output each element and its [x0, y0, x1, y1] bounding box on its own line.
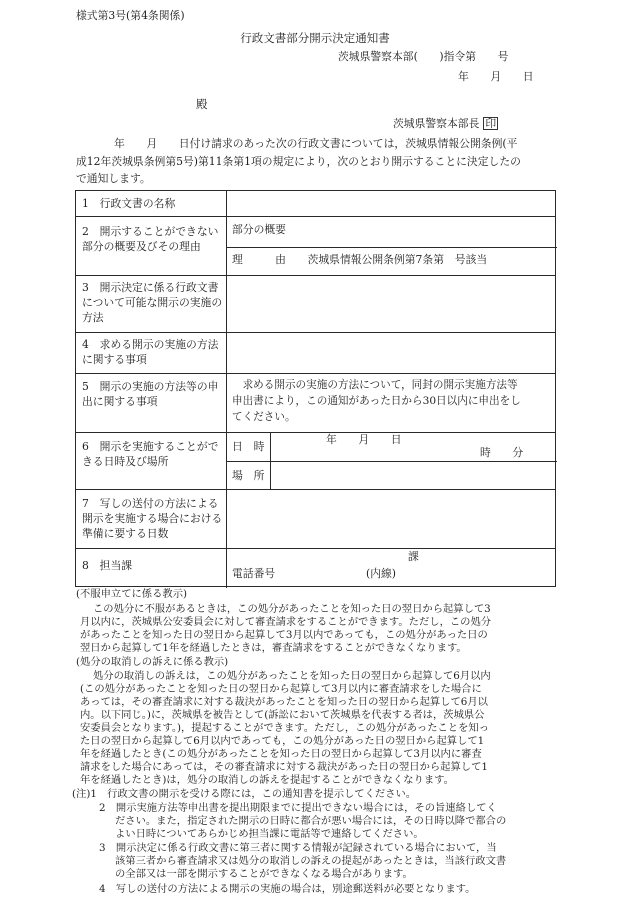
row1-label: 1 行政文書の名称 [82, 197, 176, 210]
row-line [76, 332, 555, 333]
objection-line-2: 月以内に，茨城県公安委員会に対して審査請求をすることができます。ただし，この処分 [80, 616, 492, 628]
row6-datetime-label: 日 時 [232, 440, 265, 453]
row3-label: 3 開示決定に係る行政文書について可能な開示の実施の方法 [82, 281, 223, 324]
objection-line-3: があったことを知った日の翌日から起算して3月以内であっても，この処分があった日の [80, 629, 488, 641]
row5-text-line-1: 求める開示の実施の方法について，同封の開示実施方法等 [232, 379, 518, 391]
objection-title: (不服申立てに係る教示) [76, 588, 188, 600]
row6-date-value: 年 月 日 [326, 433, 402, 446]
row6-place-label: 場 所 [232, 469, 265, 482]
row8-label: 8 担当課 [82, 559, 133, 572]
row5-text-line-2: 申出書により，この通知があった日から30日以内に申出をし [232, 395, 521, 407]
lawsuit-line-1: 処分の取消しの訴えは，この処分があったことを知った日の翌日から起算して6月以内 [93, 670, 491, 682]
row5-label: 5 開示の実施の方法等の申出に関する事項 [82, 380, 219, 408]
remark-line-6: 該第三者から審査請求又は処分の取消しの訴えの提起があったときは，当該行政文書 [115, 855, 507, 867]
lawsuit-line-4: 内。以下同じ。)に，茨城県を被告として(訴訟において茨城県を代表する者は，茨城県公 [80, 709, 485, 721]
row2-split [226, 247, 557, 248]
table-divider [226, 191, 227, 588]
issuer-line [393, 117, 498, 130]
lawsuit-line-9: 年を経過したとき)は，処分の取消しの訴えを提起することができなくなります。 [80, 774, 454, 786]
remark-line-2: 2 開示実施方法等申出書を提出期限までに提出できない場合には，その旨連絡してく [99, 802, 497, 814]
row8-phone: 電話番号 [232, 567, 276, 580]
intro-line-2: 成12年茨城県条例第5号)第11条第1項の規定により，次のとおり開示することに決定したの [76, 155, 521, 168]
row-line [76, 548, 555, 549]
lawsuit-line-7: 年を経過したとき(この処分があったことを知った日の翌日から起算して3月以内に審査 [80, 748, 482, 760]
intro-line-1: 年 月 日付け請求のあった次の行政文書については，茨城県情報公開条例(平 [114, 137, 518, 150]
lawsuit-line-6: た日の翌日から起算して6月以内であっても，この処分があった日の翌日から起算して1 [80, 735, 485, 747]
remark-line-3: ださい。また，指定された開示の日時に都合が悪い場合には，その日時以降で都合の [115, 815, 507, 827]
lawsuit-line-8: 請求をした場合にあっては，その審査請求に対する裁決があった日の翌日から起算して1 [80, 761, 488, 773]
row6-time-value: 時 分 [480, 446, 524, 459]
lawsuit-line-2: (この処分があったことを知った日の翌日から起算して3月以内に審査請求をした場合に [80, 683, 482, 695]
row6-label: 6 開示を実施することができる日時及び場所 [82, 440, 219, 468]
row6-split [226, 461, 557, 462]
seal-mark: 印 [485, 117, 497, 130]
row8-extension: (内線) [366, 567, 397, 580]
row8-section: 課 [408, 550, 419, 563]
objection-line-1: この処分に不服があるときは，この処分があったことを知った日の翌日から起算して3 [93, 603, 491, 615]
row-line [76, 275, 555, 276]
row-line [76, 216, 555, 217]
row-line [76, 373, 555, 374]
addressee: 殿 [196, 97, 208, 111]
remark-line-4: よい日時についてあらかじめ担当課に電話等で連絡してください。 [115, 828, 424, 840]
lawsuit-title: (処分の取消しの訴えに係る教示) [76, 656, 229, 668]
remark-line-1: (注)1 行政文書の開示を受ける際には，この通知書を提示してください。 [72, 788, 417, 800]
row7-label: 7 写しの送付の方法による開示を実施する場合における準備に要する日数 [82, 497, 223, 540]
row5-text-line-3: てください。 [232, 411, 296, 423]
objection-line-4: 翌日から起算して1年を経過したときは，審査請求をすることができなくなります。 [80, 642, 467, 654]
row2-reason: 理 由 茨城県情報公開条例第7条第 号該当 [232, 253, 488, 266]
department-line: 茨城県警察本部( )指令第 号 [338, 50, 509, 63]
issuer-name: 茨城県警察本部長 [393, 117, 480, 130]
remark-line-7: の全部又は一部を開示することができなくなる場合があります。 [115, 868, 413, 880]
remark-line-5: 3 開示決定に係る行政文書に第三者に関する情報が記録されている場合において，当 [99, 842, 497, 854]
lawsuit-line-5: 安委員会となります。)，提起することができます。ただし，この処分があったことを知っ [80, 722, 489, 734]
row4-label: 4 求める開示の実施の方法に関する事項 [82, 338, 219, 366]
document-title: 行政文書部分開示決定通知書 [240, 31, 390, 45]
intro-line-3: で通知します。 [76, 172, 151, 185]
row2-label: 2 開示することができない部分の概要及びその理由 [82, 225, 219, 253]
lawsuit-line-3: あっては，その審査請求に対する裁決があったことを知った日の翌日から起算して6月以 [80, 696, 488, 708]
row2-summary: 部分の概要 [232, 223, 286, 236]
form-number: 様式第3号(第4条関係) [76, 9, 185, 22]
issue-date: 年 月 日 [458, 70, 534, 83]
row-line [76, 432, 555, 433]
remark-line-8: 4 写しの送付の方法による開示の実施の場合は，別途郵送料が必要となります。 [99, 883, 476, 895]
decision-table [75, 190, 556, 587]
row-line [76, 489, 555, 490]
